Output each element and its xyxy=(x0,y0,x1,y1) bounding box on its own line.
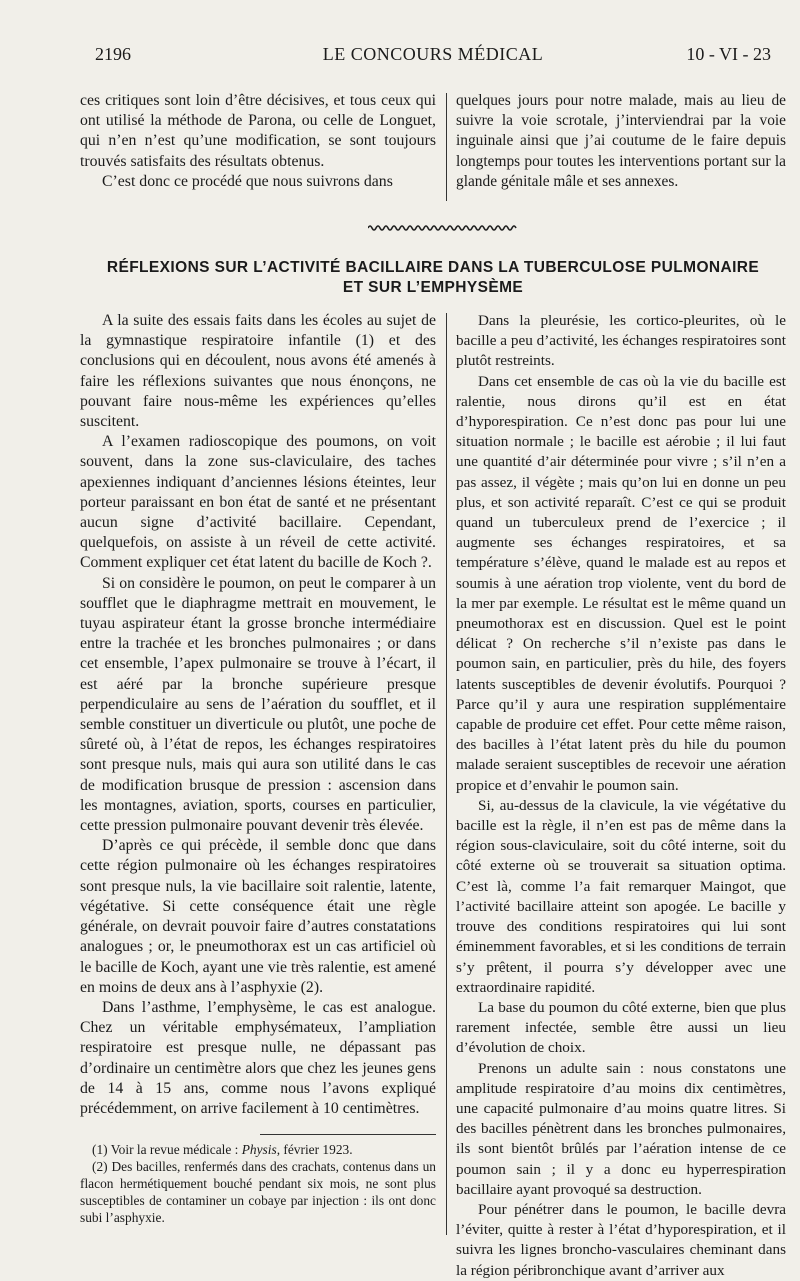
paragraph: Prenons un adulte sain : nous constatons une amplitude respiratoire d’au moins dix centimètres, une capacité pulmonaire d’au moins quatre litres. Si des bacilles pénètrent dans les bronches pulmonaires, ils sont bientôt brûlés par l’aération intense de ce poumon sain ; il y a donc eu hyperrespiration bacillaire ayant provoqué sa destruction. xyxy=(456,1059,786,1198)
paragraph: Dans l’asthme, l’emphysème, le cas est analogue. Chez un véritable emphysémateux, l’ampliation respiratoire est presque nulle, ne dépassant pas d’ordinaire un centimètre alors que chez les jeunes gens de 14 à 15 ans, comme nous l’avons expliqué précédemment, on arrive facilement à 10 centimètres. xyxy=(80,998,436,1117)
footnote-source: Physis xyxy=(241,1142,277,1157)
previous-article-left-column xyxy=(80,91,436,192)
issue-date: 10 - VI - 23 xyxy=(686,44,771,64)
journal-title: LE CONCOURS MÉDICAL xyxy=(322,44,544,64)
footnotes xyxy=(80,1141,436,1226)
paragraph: A la suite des essais faits dans les écoles au sujet de la gymnastique respiratoire infantile (1) et des conclusions qui en découlent, nous avons été amenés à faire les réflexions suivantes que nous énonçons, ne pouvant faire nous-même les expériences qu’elles suscitent. xyxy=(80,312,436,431)
paragraph: Dans cet ensemble de cas où la vie du bacille est ralentie, nous dirons qu’il est en état d’hyporespiration. Ce n’est donc pas pour lui une situation normale ; le bacille est aérobie ; il lui faut une quantité d’air déterminée pour vivre ; s’il n’en a pas assez, il végète ; mais qu’on lui en donne un peu plus, et son activité reparaît. C’est ce qui se produit quand un tuberculeux prend de l’exercice ; il augmente ses échanges respiratoires, et sa température s’élève, quand le malade est au repos et soumis à une aération trop violente, vent du bord de la mer par exemple. Le résultat est le même quand un pneumothorax est en discussion. Quel est le point délicat ? On recherche s’il n’existe pas dans le poumon sain, en particulier, près du hile, des foyers latents susceptibles de devenir évolutifs. Pourquoi ? Parce qu’il y aura une respiration supplémentaire capable de produire cet effet. Pour cette même raison, des bacilles à l’état latent près du hile du poumon malade seraient susceptibles de recevoir une aération propice et d’envahir le poumon sain. xyxy=(456,372,786,794)
footnote-text: , février 1923. xyxy=(276,1142,353,1157)
paragraph: ces critiques sont loin d’être décisives, et tous ceux qui ont utilisé la méthode de Parona, ou celle de Longuet, qui n’en n’est qu’une modification, se sont toujours trouvés satisfaits des résultats obtenus. xyxy=(80,92,436,170)
ornamental-divider xyxy=(368,224,518,232)
paragraph: D’après ce qui précède, il semble donc que dans cette région pulmonaire où les échanges respiratoires sont presque nuls, la vie bacillaire soit ralentie, latente, végétative. Si cette conséquence était une règle générale, on devrait pouvoir faire d’autres constatations analogues ; or, le pneumothorax est un cas artificiel où le bacille de Koch, ayant une vie très ralentie, est amené en moins de deux ans à l’asphyxie (2). xyxy=(80,837,436,996)
paragraph: quelques jours pour notre malade, mais au lieu de suivre la voie scrotale, j’interviendrai par la voie inguinale ainsi que j’ai coutume de le faire depuis longtemps pour toutes les interventions portant sur la glande génitale mâle et ses annexes. xyxy=(456,92,786,190)
title-line: RÉFLEXIONS SUR L’ACTIVITÉ BACILLAIRE DANS LA TUBERCULOSE PULMONAIRE xyxy=(106,259,760,276)
paragraph: Si, au-dessus de la clavicule, la vie végétative du bacille est la règle, il n’en est pas de même dans la région sous-claviculaire, soit du côté interne, soit du côté externe où se trouverait sa situation optima. C’est là, comme l’a fait remarquer Maingot, que l’activité bacillaire atteint son apogée. Le bacille y trouve des conditions respiratoires qui lui sont éminemment favorables, et si les conditions de terrain s’y prêtent, il pourra s’y développer avec une extraordinaire rapidité. xyxy=(456,796,786,996)
paragraph: Pour pénétrer dans le poumon, le bacille devra l’éviter, quitte à rester à l’état d’hyporespiration, et il suivra les lignes broncho-vasculaires cheminant dans la région péribronchique avant d’arriver aux xyxy=(456,1200,786,1279)
paragraph: C’est donc ce procédé que nous suivrons dans xyxy=(102,172,393,190)
title-line: ET SUR L’EMPHYSÈME xyxy=(342,279,524,296)
paragraph: Dans la pleurésie, les cortico-pleurites, où le bacille a peu d’activité, les échanges respiratoires sont plutôt restreints. xyxy=(456,312,786,370)
paragraph: Si on considère le poumon, on peut le comparer à un soufflet que le diaphragme mettrait en mouvement, le tuyau aspirateur étant la grosse bronche intermédiaire entre la trachée et les bronches pulmonaires ; or dans cet ensemble, l’apex pulmonaire se trouve à l’écart, il est aéré par la bronche supérieure presque perpendiculaire au sens de l’aération du soufflet, et il semble constituer un diverticule ou plutôt, une poche de sûreté où, à l’état de repos, les échanges respiratoires sont presque nuls, mais qui aura son utilité dans le cas de modification brusque de pression : ascension dans les montagnes, aviation, sports, courses en particulier, cette pression pulmonaire pouvant devenir très élevée. xyxy=(80,574,436,835)
footnote-rule xyxy=(260,1134,436,1135)
previous-article-right-column xyxy=(456,91,786,192)
running-head xyxy=(95,44,771,68)
article-right-column xyxy=(456,311,786,1281)
article-left-column xyxy=(80,311,436,1119)
footnote: (2) Des bacilles, renfermés dans des crachats, contenus dans un flacon hermétiquement bouché pendant six mois, ne sont plus susceptibles de contaminer un cobaye par injection : ils ont donc subi l’asphyxie. xyxy=(80,1159,436,1225)
column-divider xyxy=(446,93,447,201)
paragraph: La base du poumon du côté externe, bien que plus rarement infectée, semble être aussi un lieu d’évolution de choix. xyxy=(456,998,786,1057)
footnote xyxy=(80,1141,436,1158)
article-title xyxy=(80,258,786,298)
footnote-text: (1) Voir la revue médicale : xyxy=(92,1142,242,1157)
column-divider xyxy=(446,313,447,1235)
paragraph: A l’examen radioscopique des poumons, on voit souvent, dans la zone sus-claviculaire, des taches apexiennes indiquant d’anciennes lésions éteintes, leur porteur paraissant en bon état de santé et ne présentant aucun signe d’activité bacillaire. Cependant, quelquefois, on assiste à un réveil de cette activité. Comment expliquer cet état latent du bacille de Koch ?. xyxy=(80,433,436,572)
page-number: 2196 xyxy=(95,44,131,64)
